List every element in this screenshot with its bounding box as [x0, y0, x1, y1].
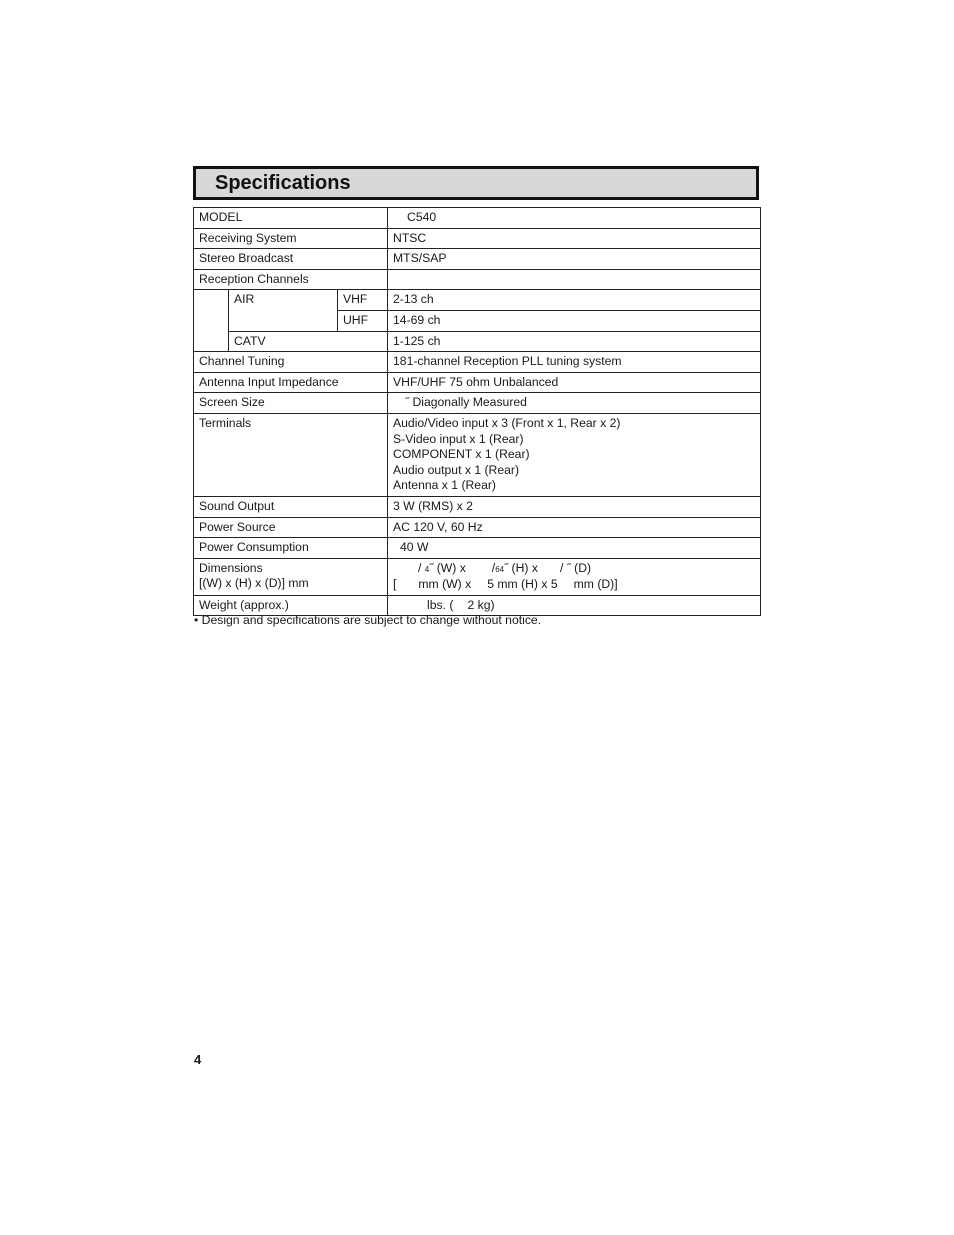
spec-label: Stereo Broadcast	[194, 249, 388, 270]
spec-value	[388, 269, 761, 290]
table-row	[194, 538, 761, 559]
spec-label: Reception Channels	[194, 269, 388, 290]
table-row	[194, 517, 761, 538]
spec-value: 181-channel Reception PLL tuning system	[388, 352, 761, 373]
spec-label: Screen Size	[194, 393, 388, 414]
table-row	[194, 249, 761, 270]
spec-value: VHF/UHF 75 ohm Unbalanced	[388, 372, 761, 393]
spec-label: Dimensions [(W) x (H) x (D)] mm	[194, 558, 388, 595]
spec-value: Audio/Video input x 3 (Front x 1, Rear x 2) S-Video input x 1 (Rear) COMPONENT x 1 (Rear) Audio output x 1 (Rear) Antenna x 1 (Rear)	[388, 413, 761, 496]
table-row	[194, 352, 761, 373]
table-row	[194, 208, 761, 229]
spec-label: Antenna Input Impedance	[194, 372, 388, 393]
spec-value: 14-69 ch	[388, 310, 761, 331]
spec-label: Sound Output	[194, 496, 388, 517]
spec-sublabel: CATV	[229, 331, 388, 352]
spec-value: ˝ Diagonally Measured	[388, 393, 761, 414]
table-row	[194, 372, 761, 393]
table-row	[194, 413, 761, 496]
spec-band-label: UHF	[338, 310, 388, 331]
spec-value: C540	[388, 208, 761, 229]
spec-label: Power Source	[194, 517, 388, 538]
table-row	[194, 290, 761, 311]
footnote: • Design and specifications are subject to change without notice.	[194, 613, 542, 627]
table-row	[194, 496, 761, 517]
section-title-box	[193, 166, 759, 200]
table-row	[194, 331, 761, 352]
spec-value: MTS/SAP	[388, 249, 761, 270]
spec-value: NTSC	[388, 228, 761, 249]
page-number: 4	[194, 1052, 202, 1067]
spec-value: 1-125 ch	[388, 331, 761, 352]
table-row	[194, 269, 761, 290]
spec-value: lbs. ( 2 kg)	[388, 595, 761, 616]
spec-label: Terminals	[194, 413, 388, 496]
spec-label: Channel Tuning	[194, 352, 388, 373]
spec-value: 40 W	[388, 538, 761, 559]
spec-value: 2-13 ch	[388, 290, 761, 311]
spec-sublabel: AIR	[229, 290, 338, 331]
spec-label: MODEL	[194, 208, 388, 229]
spec-label: Weight (approx.)	[194, 595, 388, 616]
table-row	[194, 228, 761, 249]
spec-label: Power Consumption	[194, 538, 388, 559]
table-row	[194, 558, 761, 595]
page-title: Specifications	[215, 172, 351, 194]
spec-value: AC 120 V, 60 Hz	[388, 517, 761, 538]
spec-band-label: VHF	[338, 290, 388, 311]
spec-value: 3 W (RMS) x 2	[388, 496, 761, 517]
specifications-table	[193, 207, 761, 616]
spec-value: / 4˝ (W) x /64˝ (H) x / ˝ (D) [ mm (W) x 5 mm (H) x 5 mm (D)]	[388, 558, 761, 595]
spec-label: Receiving System	[194, 228, 388, 249]
table-row	[194, 393, 761, 414]
